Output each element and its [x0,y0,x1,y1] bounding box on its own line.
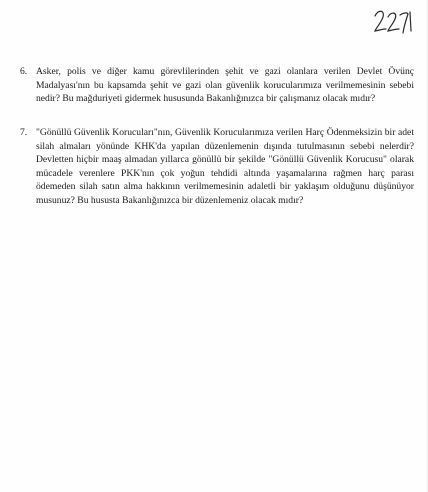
question-item-6 [20,65,416,123]
question-text: "Gönüllü Güvenlik Korucuları"nın, Güvenlik Korucularımıza verilen Harç Ödenmeksizin bir adet silah almaları yönünde KHK'da yapılan düzenlemenin dışında tutulmasının sebebi nelerdir? Devletten hiçbir maaş almadan yıllarca gönüllü bir şekilde "Gönüllü Güvenlik Korucusu" olarak mücadele verenlere PKK'nın çok yoğun tehdidi altında yaşamalarına rağmen harç parası ödemeden silah satın alma hakkının verilmemesinin adaletli bir yaklaşım olduğunu düşünüyor musunuz? Bu hususta Bakanlığınızca bir düzenlemeniz olacak mıdır? [36,127,414,206]
question-text: Asker, polis ve diğer kamu görevlilerinden şehit ve gazi olanlara verilen Devlet Övünç Madalyası'nın bu kapsamda şehit ve gazi olan güvenlik korucularımıza verilmemesinin sebebi nedir? Bu mağduriyeti gidermek hususunda Bakanlığınızca bir çalışmanız olacak mıdır? [36,66,414,105]
question-number: 7. [20,127,28,138]
question-number: 6. [20,66,28,77]
question-item-7 [20,126,416,222]
handwritten-mark-drawing [372,4,416,38]
handwritten-page-mark [372,4,416,38]
